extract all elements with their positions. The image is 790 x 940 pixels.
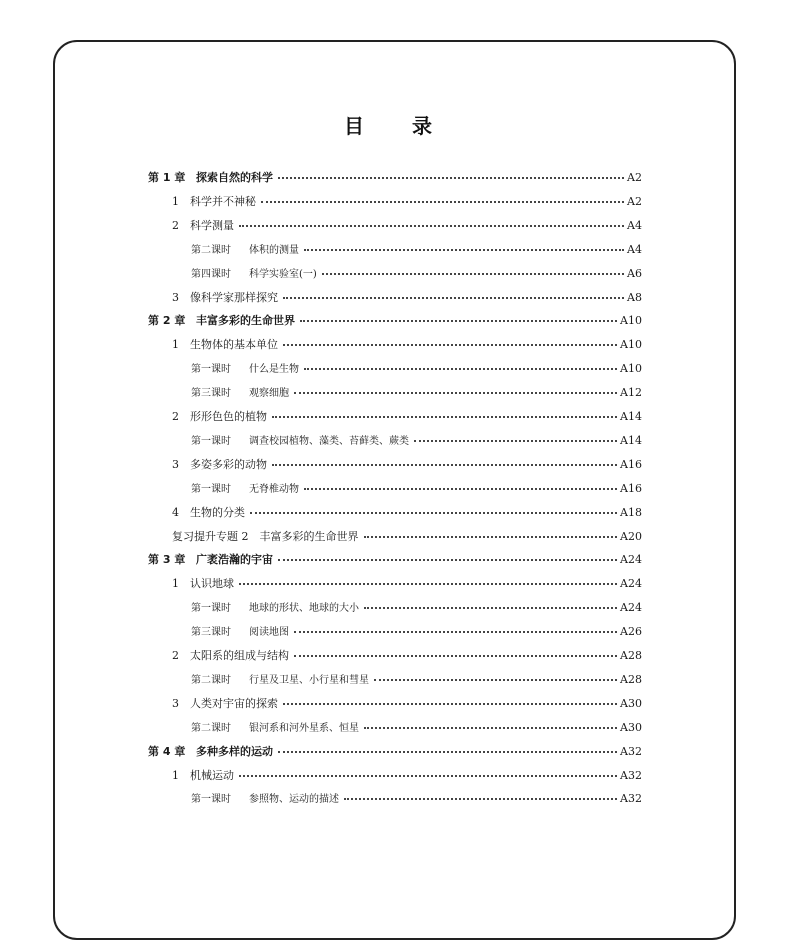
toc-entry-chapter[interactable] (148, 743, 642, 765)
toc-entry-number: 第 3 章 (148, 553, 186, 567)
dot-leader (344, 788, 617, 800)
toc-entry-chapter[interactable] (148, 551, 642, 573)
toc-entry-number: 第一课时 (191, 603, 231, 615)
dot-leader (272, 406, 617, 418)
toc-entry-title: 无脊椎动物 (249, 483, 299, 495)
dot-leader (304, 239, 624, 251)
toc-entry-page-number: A20 (620, 529, 642, 543)
toc-entry-lesson[interactable] (191, 671, 642, 693)
toc-entry-lesson[interactable] (191, 360, 642, 382)
toc-entry-title: 多种多样的运动 (196, 744, 273, 758)
toc-entry-review[interactable] (172, 528, 642, 550)
toc-entry-number: 第 4 章 (148, 744, 186, 758)
dot-leader (283, 287, 624, 299)
toc-entry-number: 3 (172, 290, 179, 304)
toc-entry-title: 参照物、运动的描述 (249, 794, 339, 806)
dot-leader (239, 215, 624, 227)
toc-entry-title: 丰富多彩的生命世界 (196, 314, 295, 328)
toc-entry-number: 第三课时 (191, 388, 231, 400)
toc-entry-title: 地球的形状、地球的大小 (249, 603, 359, 615)
toc-entry-page-number: A10 (620, 362, 642, 376)
toc-entry-title: 阅读地图 (249, 627, 289, 639)
toc-entry-title: 形形色色的植物 (190, 410, 267, 423)
toc-entry-page-number: A16 (620, 481, 642, 495)
toc-entry-number: 4 (172, 505, 179, 519)
toc-entry-number: 1 (172, 577, 179, 591)
toc-entry-title: 观察细胞 (249, 388, 289, 400)
dot-leader (304, 358, 617, 370)
toc-entry-title: 复习提升专题 2 丰富多彩的生命世界 (172, 529, 359, 543)
toc-entry-page-number: A26 (620, 625, 642, 639)
toc-entry-page-number: A10 (620, 338, 642, 352)
toc-entry-page-number: A8 (627, 290, 642, 304)
toc-entry-number: 第 2 章 (148, 314, 186, 328)
toc-entry-page-number: A28 (620, 672, 642, 686)
toc-entry-page-number: A32 (620, 768, 642, 782)
dot-leader (278, 167, 624, 179)
toc-entry-title: 太阳系的组成与结构 (190, 649, 289, 662)
toc-entry-section[interactable] (172, 456, 642, 478)
toc-entry-number: 第一课时 (191, 794, 231, 806)
dot-leader (272, 454, 617, 466)
toc-entry-section[interactable] (172, 289, 642, 311)
toc-entry-page-number: A2 (627, 171, 642, 184)
toc-entry-title: 认识地球 (190, 577, 234, 591)
dot-leader (278, 741, 617, 753)
toc-entry-lesson[interactable] (191, 265, 642, 287)
toc-entry-page-number: A14 (620, 433, 642, 447)
dot-leader (322, 263, 624, 275)
toc-entry-page-number: A6 (627, 266, 642, 280)
toc-entry-section[interactable] (172, 695, 642, 717)
dot-leader (374, 669, 617, 681)
toc-entry-number: 第二课时 (191, 674, 231, 686)
toc-entry-title: 行星及卫星、小行星和彗星 (249, 674, 369, 686)
dot-leader (294, 382, 617, 394)
toc-entry-number: 3 (172, 457, 179, 471)
toc-entry-section[interactable] (172, 575, 642, 597)
toc-entry-section[interactable] (172, 217, 642, 239)
toc-entry-number: 第三课时 (191, 627, 231, 639)
toc-entry-title: 调查校园植物、藻类、苔藓类、蕨类 (249, 435, 409, 447)
toc-entry-number: 第 1 章 (148, 171, 186, 184)
toc-entry-page-number: A18 (620, 505, 642, 519)
toc-entry-lesson[interactable] (191, 480, 642, 502)
toc-entry-number: 第四课时 (191, 268, 231, 280)
dot-leader (278, 549, 617, 561)
toc-entry-number: 1 (172, 194, 179, 208)
toc-entry-page-number: A32 (620, 792, 642, 806)
toc-entry-title: 科学并不神秘 (190, 194, 256, 208)
toc-entry-page-number: A32 (620, 744, 642, 758)
toc-entry-number: 第一课时 (191, 483, 231, 495)
dot-leader (414, 430, 617, 442)
toc-entry-number: 2 (172, 649, 179, 662)
toc-entry-page-number: A2 (627, 194, 642, 208)
toc-entry-number: 第二课时 (191, 722, 231, 734)
toc-entry-lesson[interactable] (191, 599, 642, 621)
toc-entry-page-number: A24 (620, 577, 642, 591)
toc-entry-section[interactable] (172, 193, 642, 215)
toc-entry-number: 1 (172, 338, 179, 352)
dot-leader (364, 717, 617, 729)
toc-entry-number: 第一课时 (191, 435, 231, 447)
toc-entry-lesson[interactable] (191, 241, 642, 263)
toc-entry-page-number: A16 (620, 457, 642, 471)
toc-entry-page-number: A30 (620, 696, 642, 710)
toc-entry-page-number: A12 (620, 386, 642, 400)
dot-leader (283, 693, 617, 705)
dot-leader (283, 334, 617, 346)
toc-entry-title: 广袤浩瀚的宇宙 (196, 553, 273, 567)
toc-entry-title: 科学实验室(一) (249, 268, 317, 280)
toc-entry-number: 1 (172, 768, 179, 782)
toc-entry-title: 体积的测量 (249, 244, 299, 256)
dot-leader (294, 645, 617, 657)
toc-entry-chapter[interactable] (148, 169, 642, 191)
toc-entry-number: 第二课时 (191, 244, 231, 256)
toc-entry-title: 人类对宇宙的探索 (190, 696, 278, 710)
toc-entry-number: 3 (172, 696, 179, 710)
toc-entry-title: 探索自然的科学 (196, 171, 273, 184)
toc-entry-section[interactable] (172, 647, 642, 669)
toc-entry-chapter[interactable] (148, 312, 642, 334)
dot-leader (300, 310, 617, 322)
dot-leader (261, 191, 624, 203)
dot-leader (364, 526, 618, 538)
toc-entry-page-number: A4 (627, 242, 642, 256)
toc-entry-title: 生物体的基本单位 (190, 338, 278, 352)
dot-leader (294, 621, 617, 633)
toc-entry-lesson[interactable] (191, 384, 642, 406)
toc-entry-title: 多姿多彩的动物 (190, 457, 267, 471)
toc-entry-section[interactable] (172, 408, 642, 430)
toc-entry-number: 第一课时 (191, 364, 231, 376)
toc-entry-title: 科学测量 (190, 218, 234, 232)
toc-entry-number: 2 (172, 410, 179, 423)
toc-entry-page-number: A24 (620, 601, 642, 615)
toc-entry-title: 机械运动 (190, 768, 234, 782)
dot-leader (239, 573, 617, 585)
toc-entry-title: 什么是生物 (249, 364, 299, 376)
toc-entry-lesson[interactable] (191, 623, 642, 645)
toc-entry-section[interactable] (172, 504, 642, 526)
toc-entry-page-number: A14 (620, 410, 642, 423)
dot-leader (304, 478, 617, 490)
toc-entry-title: 生物的分类 (190, 505, 245, 519)
toc-entry-page-number: A24 (620, 553, 642, 567)
toc-entry-title: 银河系和河外星系、恒星 (249, 722, 359, 734)
toc-entry-section[interactable] (172, 336, 642, 358)
toc-entry-page-number: A28 (620, 649, 642, 662)
toc-entry-title: 像科学家那样探究 (190, 290, 278, 304)
dot-leader (239, 765, 617, 777)
toc-entry-lesson[interactable] (191, 790, 642, 812)
toc-entry-section[interactable] (172, 767, 642, 789)
toc-entry-lesson[interactable] (191, 719, 642, 741)
toc-entry-lesson[interactable] (191, 432, 642, 454)
dot-leader (250, 502, 617, 514)
toc-entry-number: 2 (172, 218, 179, 232)
dot-leader (364, 597, 617, 609)
page-title: 目 录 (344, 114, 446, 138)
toc-entry-page-number: A30 (620, 720, 642, 734)
toc-entry-page-number: A4 (627, 218, 642, 232)
toc-entry-page-number: A10 (620, 314, 642, 328)
